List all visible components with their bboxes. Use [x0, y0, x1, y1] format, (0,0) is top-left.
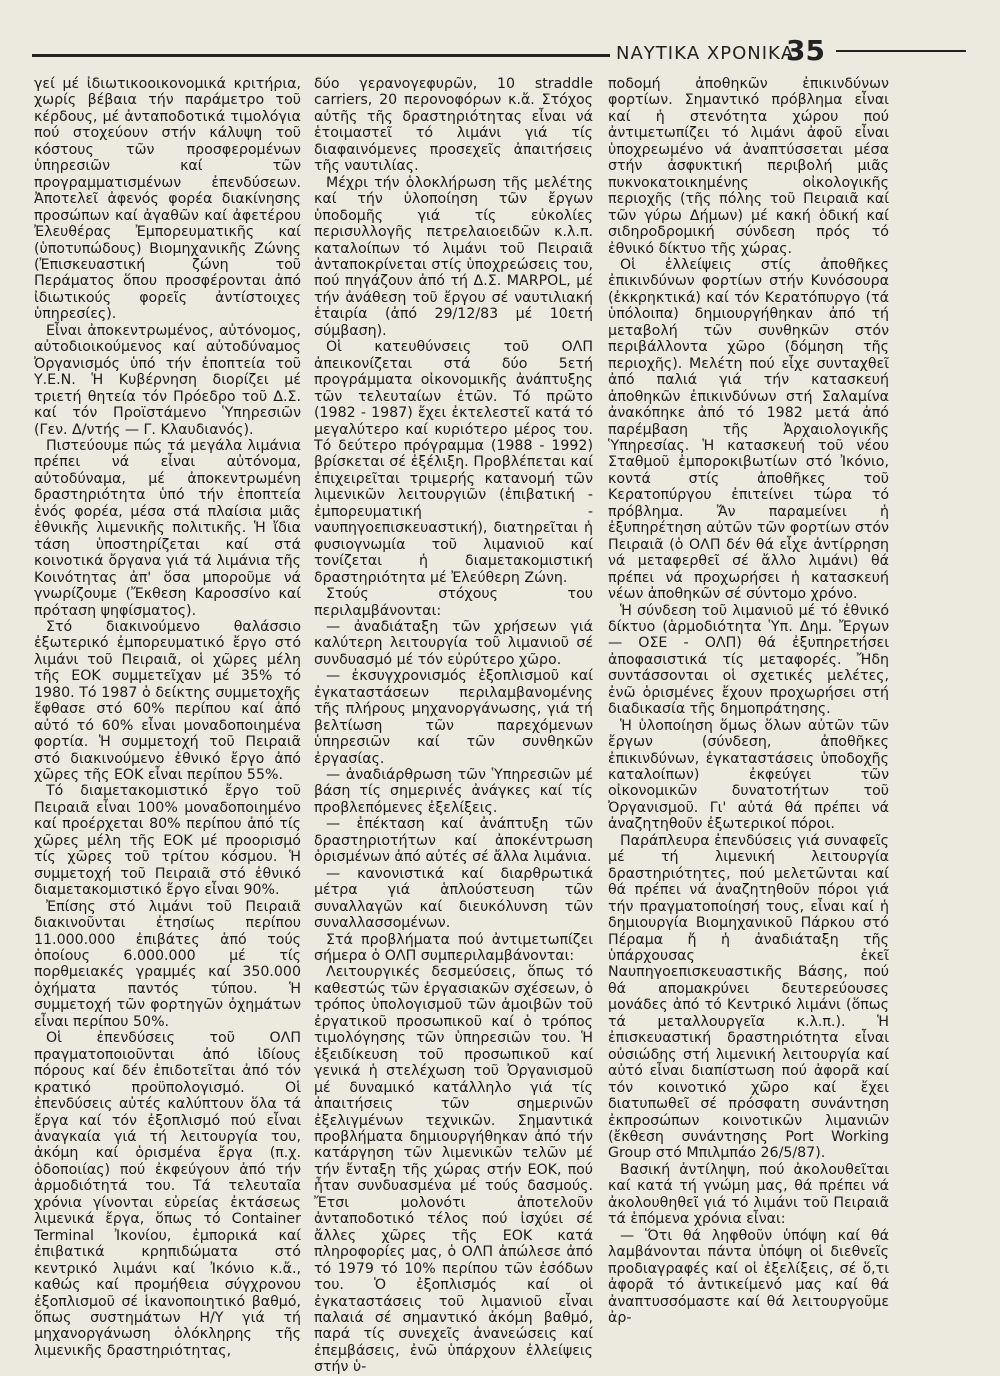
list-item: — κανονιστικά καί διαρθρωτικά μέτρα γιά ἁπλούστευση τῶν συναλλαγῶν καί διευκόλυνση τῶν συναλλασσομένων.	[314, 865, 593, 932]
page-number: 35	[786, 34, 825, 67]
paragraph: Βασική ἀντίληψη, πού ἀκολουθεῖται καί κατά τή γνώμη μας, θά πρέπει νά ἀκολουθηθεῖ γιά τό λιμάνι τοῦ Πειραιᾶ τά ἑπόμενα χρόνια εἶναι:	[608, 1161, 889, 1228]
paragraph: γεί μέ ἰδιωτικοοικονομικά κριτήρια, χωρίς βέβαια τήν παράμετρο τοῦ κέρδους, μέ ἀνταποδοτικά τιμολόγια πού στοχεύουν στήν κάλυψη τοῦ κόστους τῶν προσφερομένων ὑπηρεσιῶν καί τῶν προγραμματισμένων ἐπενδύσεων. Ἀποτελεῖ ἀφενός φορέα διακίνησης προσώπων καί ἀγαθῶν καί ἀφετέρου Ἐλευθέρας Ἐμπορευματικῆς καί (ὑποτυπώδους) Βιομηχανικῆς Ζώνης (Ἐπισκευαστική ζώνη τοῦ Περάματος ὅπου προσφέρονται ἀπό ἰδιωτικούς φορεῖς ἀντίστοιχες ὑπηρεσίες).	[34, 76, 301, 323]
list-item: — ἀναδιάρθρωση τῶν Ὑπηρεσιῶν μέ βάση τίς σημερινές ἀνάγκες καί τίς προβλεπόμενες ἐξελίξεις.	[314, 767, 593, 816]
paragraph: Εἶναι ἀποκεντρωμένος, αὐτόνομος, αὐτοδιοικούμενος καί αὐτοδύναμος Ὀργανισμός ὑπό τήν ἐποπτεία τοῦ Υ.Ε.Ν. Ἡ Κυβέρνηση διορίζει μέ τριετή θητεία τόν Πρόεδρο τοῦ Δ.Σ. καί τόν Προϊστάμενο Ὑπηρεσιῶν (Γεν. Δ/ντής — Γ. Κλαυδιανός).	[34, 322, 301, 438]
paragraph: Πιστεύουμε πώς τά μεγάλα λιμάνια πρέπει νά εἶναι αὐτόνομα, αὐτοδύναμα, μέ ἀποκεντρωμένη δραστηριότητα ὑπό τήν ἐποπτεία ἑνός φορέα, μέσα στά πλαίσια μιᾶς ἐθνικῆς λιμενικῆς πολιτικῆς. Ἡ ἴδια τάση ὑποστηρίζεται καί στά κοινοτικά ὄργανα γιά τά λιμάνια τῆς Κοινότητας ἀπ' ὅσα μποροῦμε νά γνωρίζουμε (Ἔκθεση Καροσσίνο καί πρόταση ψηφίσματος).	[34, 437, 301, 619]
list-item: — Ὅτι θά ληφθοῦν ὑπόψη καί θά λαμβάνονται πάντα ὑπόψη οἱ διεθνεῖς προδιαγραφές καί οἱ ἐξελίξεις, σέ ὅ,τι ἀφορᾶ τό ἀντικείμενό μας καί θά ἀναπτυσσόμαστε καί θά λειτουργοῦμε ἀρ-	[608, 1227, 889, 1326]
paragraph: Ἐπίσης στό λιμάνι τοῦ Πειραιᾶ διακινοῦνται ἐτησίως περίπου 11.000.000 ἐπιβάτες ἀπό τούς ὁποίους 6.000.000 μέ τίς πορθμειακές γραμμές καί 350.000 ὀχήματα παντός τύπου. Ἡ συμμετοχή τῶν φορτηγῶν ὀχημάτων εἶναι περίπου 50%.	[34, 898, 301, 1030]
paragraph: Οἱ κατευθύνσεις τοῦ ΟΛΠ ἀπεικονίζεται στά δύο 5ετή προγράμματα οἰκονομικῆς ἀνάπτυξης τῶν τελευταίων ἐτῶν. Τό πρῶτο (1982 - 1987) ἔχει ἐκτελεστεῖ κατά τό μεγαλύτερο καί κυριότερο μέρος του. Τό δεύτερο πρόγραμμα (1988 - 1992) βρίσκεται σέ ἐξέλιξη. Προβλέπεται καί ἐπιχειρεῖται τριμερής κατανομή τῶν λιμενικῶν λειτουργιῶν (ἐπιβατική - ἐμπορευματική - ναυπηγοεπισκευαστική), διατηρεῖται ἡ φυσιογνωμία τοῦ λιμανιοῦ καί τονίζεται ἡ διαμετακομιστική δραστηριότητα μέ Ἐλεύθερη Ζώνη.	[314, 339, 593, 586]
paragraph: δύο γερανογεφυρῶν, 10 straddle carriers, 20 περονοφόρων κ.ἄ. Στόχος αὐτῆς τῆς δραστηριότητας εἶναι νά ἑτοιμαστεῖ τό λιμάνι γιά τίς διαφαινόμενες προσεχεῖς ἀπαιτήσεις τῆς ναυτιλίας.	[314, 76, 593, 175]
paragraph: Οἱ ἐλλείψεις στίς ἀποθῆκες ἐπικινδύνων φορτίων στήν Κυνόσουρα (ἐκκρηκτικά) καί τόν Κερατόπυργο (τά ὑπόλοιπα) δημιουργήθηκαν ἀπό τή μεταβολή τῶν συνθηκῶν στόν περιβάλλοντα χῶρο (δόμηση τῆς περιοχῆς). Μελέτη πού εἶχε συνταχθεῖ ἀπό παλιά γιά τήν κατασκευή ἀποθηκῶν ἐπικινδύνων στή Σαλαμίνα ἀνακόπηκε ἀπό τό 1982 μετά ἀπό παρέμβαση τῆς Ἀρχαιολογικῆς Ὑπηρεσίας. Ἡ κατασκευή τοῦ νέου Σταθμοῦ ἐμποροκιβωτίων στό Ἰκόνιο, κοντά στίς ἀποθῆκες τοῦ Κερατοπύργου ἐπιτείνει τώρα τό πρόβλημα. Ἄν παραμείνει ἡ ἐξυπηρέτηση αὐτῶν τῶν φορτίων στόν Πειραιᾶ (ὁ ΟΛΠ δέν θά εἶχε ἀντίρρηση νά μεταφερθεῖ σέ ἄλλο λιμάνι) θά πρέπει νά προχωρήσει ἡ κατασκευή νέων ἀποθηκῶν σέ σύντομο χρόνο.	[608, 256, 889, 603]
list-item: — ἐπέκταση καί ἀνάπτυξη τῶν δραστηριοτήτων καί ἀποκέντρωση ὁρισμένων ἀπό αὐτές σέ ἄλλα λιμάνια.	[314, 816, 593, 866]
paragraph: Οἱ ἐπενδύσεις τοῦ ΟΛΠ πραγματοποιοῦνται ἀπό ἰδίους πόρους καί δέν ἐπιδοτεῖται ἀπό τόν κρατικό προϋπολογισμό. Οἱ ἐπενδύσεις αὐτές καλύπτουν ὅλα τά ἔργα καί τόν ἐξοπλισμό πού εἶναι ἀναγκαία γιά τή λειτουργία του, ἀκόμη καί ὁρισμένα ἔργα (π.χ. ὁδοποιίας) πού ἐκφεύγουν ἀπό τήν ἁρμοδιότητά του. Τά τελευταῖα χρόνια γίνονται εὐρείας ἐκτάσεως λιμενικά ἔργα, ὅπως τό Container Terminal Ἰκονίου, ἐμπορικά καί ἐπιβατικά κρηπιδώματα στό κεντρικό λιμάνι καί Ἰκόνιο κ.ἄ., καθώς καί προμήθεια σύγχρονου ἐξοπλισμοῦ σέ ἱκανοποιητικό βαθμό, ὅπως συστημάτων Η/Υ γιά τή μηχανοργάνωση ὁλόκληρης τῆς λιμενικῆς δραστηριότητας,	[34, 1030, 301, 1359]
list-item: — ἐκσυγχρονισμός ἐξοπλισμοῦ καί ἐγκαταστάσεων περιλαμβανομένης τῆς πλήρους μηχανοργάνωσης, γιά τή βελτίωση τῶν παρεχόμενων ὑπηρεσιῶν καί τῶν συνθηκῶν ἐργασίας.	[314, 668, 593, 767]
article-column-3	[608, 76, 889, 1344]
magazine-title: ΝΑΥΤΙΚΑ ΧΡΟΝΙΚΑ	[616, 43, 795, 64]
paragraph: Παράπλευρα ἐπενδύσεις γιά συναφεῖς μέ τή λιμενική λειτουργία δραστηριότητες, πού μελετῶνται καί θά πρέπει νά ἀναζητηθοῦν πόροι γιά τήν πραγματοποίησή τους, εἶναι καί ἡ δημιουργία Βιομηχανικοῦ Πάρκου στό Πέραμα ἤ ἡ ἀναδιάταξη τῆς ὑπάρχουσας ἐκεῖ Ναυπηγοεπισκευαστικῆς Βάσης, πού θά απομακρύνει δευτερεύουσες μονάδες ἀπό τό Κεντρικό λιμάνι (ὅπως τά μεταλλουργεῖα κ.λ.π.). Ἡ ἐπισκευαστική δραστηριότητα εἶναι οὐσιώδης στή λιμενική λειτουργία καί αὐτό εἶναι διαπίστωση πού ἀφορᾶ καί τόν κοινοτικό χῶρο καί ἔχει διατυπωθεῖ σέ πρόσφατη συνάντηση ἐκπροσώπων κοινοτικῶν λιμανιῶν (ἔκθεση συνάντησης Port Working Group στό Μπιλμπάο 26/5/87).	[608, 832, 889, 1162]
paragraph: Στό διακινούμενο θαλάσσιο ἐξωτερικό ἐμπορευματικό ἔργο στό λιμάνι τοῦ Πειραιᾶ, οἱ χῶρες μέλη τῆς ΕΟΚ συμμετεῖχαν μέ 35% τό 1980. Τό 1987 ὁ δείκτης συμμετοχῆς ἔφθασε στό 60% περίπου καί ἀπό αὐτό τό 60% εἶναι μοναδοποιημένα φορτία. Ἡ συμμετοχή τοῦ Πειραιᾶ στό διακινούμενο ἐθνικό ἔργο ἀπό χῶρες τῆς ΕΟΚ εἶναι περίπου 55%.	[34, 618, 301, 784]
paragraph: Ἡ ὑλοποίηση ὅμως ὅλων αὐτῶν τῶν ἔργων (σύνδεση, ἀποθῆκες ἐπικινδύνων, ἐγκαταστάσεις ὑποδοχῆς καταλοίπων) ἐκφεύγει τῶν οἰκονομικῶν δυνατοτήτων τοῦ Ὀργανισμοῦ. Γι' αὐτά θά πρέπει νά ἀναζητηθοῦν ἐξωτερικοί πόροι.	[608, 717, 889, 833]
header-rule-right	[836, 50, 966, 52]
paragraph: Στούς στόχους του περιλαμβάνονται:	[314, 586, 593, 619]
paragraph: Στά προβλήματα πού ἀντιμετωπίζει σήμερα ὁ ΟΛΠ συμπεριλαμβάνονται:	[314, 931, 593, 965]
paragraph: Μέχρι τήν ὁλοκλήρωση τῆς μελέτης καί τήν ὑλοποίηση τῶν ἔργων ὑποδομῆς γιά τίς εὐκολίες περισυλλογῆς πετρελαιοειδῶν κ.λ.π. καταλοίπων τό λιμάνι τοῦ Πειραιᾶ ἀνταποκρίνεται στίς ὑποχρεώσεις του, πού πηγάζουν ἀπό τή Δ.Σ. MARPOL, μέ τήν ἀνάθεση τοῦ ἔργου σέ ναυτιλιακή ἑταιρία (ἀπό 29/12/83 μέ 10ετή σύμβαση).	[314, 174, 593, 339]
paragraph: ποδομή ἀποθηκῶν ἐπικινδύνων φορτίων. Σημαντικό πρόβλημα εἶναι καί ἡ στενότητα χώρου πού ἀντιμετωπίζει τό λιμάνι ἀφοῦ εἶναι ὑποχρεωμένο νά ἀναπτύσσεται μέσα στήν ἀσφυκτική περιβολή μιᾶς πυκνοκατοικημένης οἰκολογικῆς περιοχῆς (τῆς πόλης τοῦ Πειραιᾶ καί τῶν γύρω Δήμων) μέ κακή ὁδική καί σιδηροδρομική σύνδεση πρός τό ἐθνικό δίκτυο τῆς χώρας.	[608, 76, 889, 257]
paragraph: Τό διαμετακομιστικό ἔργο τοῦ Πειραιᾶ εἶναι 100% μοναδοποιημένο καί προέρχεται 80% περίπου ἀπό τίς χῶρες μέλη τῆς ΕΟΚ μέ προορισμό τίς χῶρες τοῦ τρίτου κόσμου. Ἡ συμμετοχή τοῦ Πειραιᾶ στό ἐθνικό διαμετακομιστικό ἔργο εἶναι 90%.	[34, 783, 301, 899]
article-column-2	[314, 76, 593, 1376]
page-header	[0, 34, 1000, 74]
article-column-1	[34, 76, 301, 1359]
header-rule-left	[32, 54, 610, 57]
list-item: — ἀναδιάταξη τῶν χρήσεων γιά καλύτερη λειτουργία τοῦ λιμανιοῦ σέ συνδυασμό μέ τόν εὐρύτερο χῶρο.	[314, 618, 593, 668]
paragraph: Λειτουργικές δεσμεύσεις, ὅπως τό καθεστώς τῶν ἐργασιακῶν σχέσεων, ὁ τρόπος ὑπολογισμοῦ τῶν ἀμοιβῶν τοῦ ἐργατικοῦ προσωπικοῦ καί ὁ τρόπος τιμολόγησης τῶν ὑπηρεσιῶν του. Ἡ ἐξειδίκευση τοῦ προσωπικοῦ καί γενικά ἡ στελέχωση τοῦ Ὀργανισμοῦ μέ δυναμικό κατάλληλο γιά τίς ἀπαιτήσεις τῶν σημερινῶν ἐξελιγμένων τεχνικῶν. Σημαντικά προβλήματα δημιουργήθηκαν ἀπό τήν κατάργηση τῶν λιμενικῶν τελῶν μέ τήν ἔνταξη τῆς χώρας στήν ΕΟΚ, πού ἦταν συνδυασμένα μέ τούς δασμούς. Ἔτσι μολονότι ἀποτελοῦν ἀνταποδοτικό τέλος πού ἰσχύει σέ ἄλλες χῶρες τῆς ΕΟΚ κατά πληροφορίες μας, ὁ ΟΛΠ ἀπώλεσε ἀπό τό 1979 τό 10% περίπου τῶν ἐσόδων του. Ὁ ἐξοπλισμός καί οἱ ἐγκαταστάσεις τοῦ λιμανιοῦ εἶναι παλαιά σέ σημαντικό ἀκόμη βαθμό, παρά τίς συνεχεῖς ἀνανεώσεις καί ἐπεμβάσεις, ἐνῶ ὑπάρχουν ἐλλείψεις στήν ὑ-	[314, 964, 593, 1376]
paragraph: Ἡ σύνδεση τοῦ λιμανιοῦ μέ τό ἐθνικό δίκτυο (ἁρμοδιότητα Ὑπ. Δημ. Ἔργων — ΟΣΕ - ΟΛΠ) θά ἐξυπηρετήσει ἀποφασιστικά τίς μεταφορές. Ἤδη συντάσσονται οἱ σχετικές μελέτες, ἐνῶ ὁρισμένες ἔχουν προχωρήσει στή διαδικασία τῆς δημοπράτησης.	[608, 602, 889, 718]
